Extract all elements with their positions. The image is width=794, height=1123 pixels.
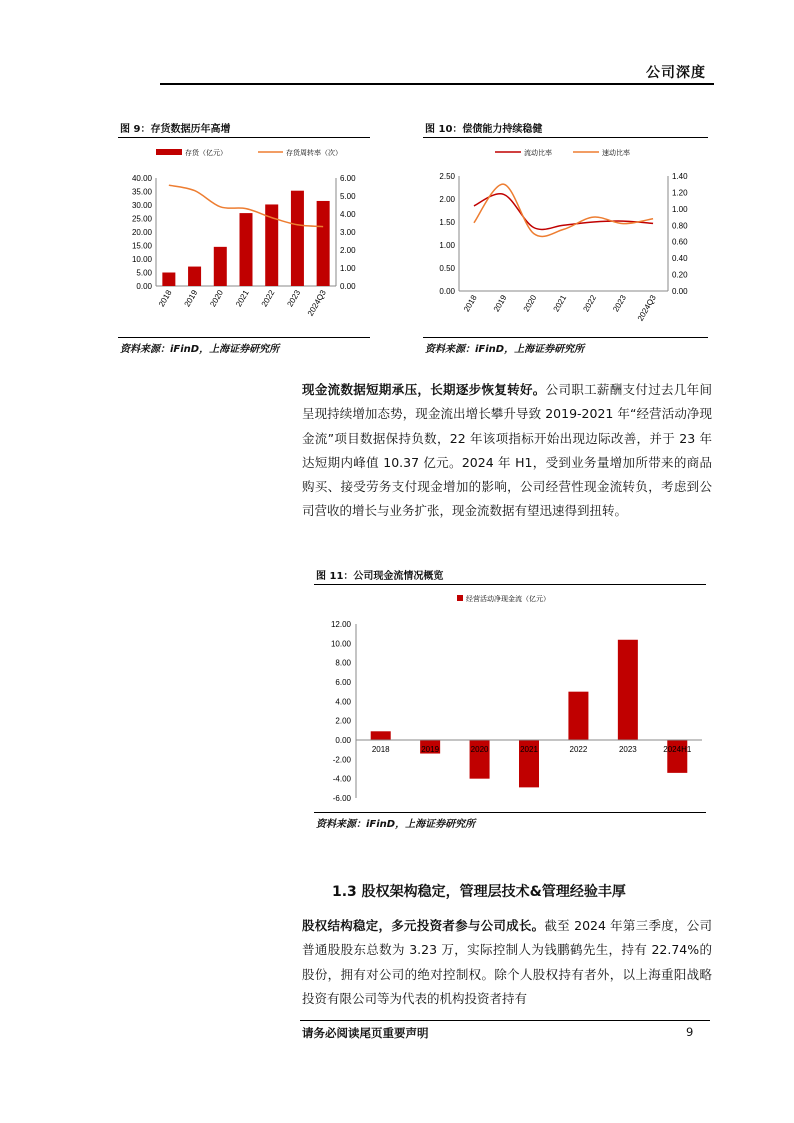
fig9-right-tick: 4.00 [340, 210, 356, 219]
fig11-y-tick: -2.00 [332, 755, 351, 765]
shareholder-paragraph-lead: 股权结构稳定，多元投资者参与公司成长。 [302, 918, 545, 933]
fig10-left-tick: 2.50 [439, 172, 455, 181]
fig9-left-tick: 20.00 [131, 228, 152, 237]
fig10-x-label: 2023 [611, 293, 628, 314]
footer-rule [300, 1020, 710, 1021]
fig9-source: 资料来源：iFinD，上海证券研究所 [120, 344, 280, 355]
fig10-right-tick: 1.00 [672, 204, 688, 214]
fig9-x-label: 2020 [208, 288, 226, 309]
fig9-x-label: 2018 [156, 288, 174, 309]
fig9-bar-2019 [188, 267, 201, 286]
fig10-right-tick: 0.40 [672, 254, 688, 264]
fig11-legend-label: 经营活动净现金流（亿元） [466, 596, 550, 603]
fig10-legend-quick-label: 速动比率 [602, 150, 630, 157]
fig10-right-tick: 0.60 [672, 237, 688, 247]
fig10-left-tick: 0.50 [439, 264, 455, 273]
fig9-right-tick: 0.00 [340, 282, 356, 291]
fig9-left-tick: 35.00 [131, 187, 152, 197]
fig11-y-tick: 8.00 [335, 658, 351, 668]
fig11-x-label: 2018 [371, 745, 390, 754]
fig11-bar-2018 [371, 731, 391, 740]
fig11-y-tick: -6.00 [332, 794, 351, 803]
fig9-right-tick: 5.00 [340, 192, 356, 201]
fig9-bar-2023 [291, 191, 304, 286]
fig11-y-tick: -4.00 [332, 774, 351, 784]
fig9-right-tick: 6.00 [340, 174, 356, 183]
fig10-source: 资料来源：iFinD，上海证券研究所 [425, 344, 585, 355]
fig11-legend-swatch [457, 595, 463, 601]
fig9-left-tick: 25.00 [131, 214, 152, 224]
fig9-left-tick: 30.00 [131, 201, 152, 210]
shareholder-paragraph [302, 914, 712, 1011]
fig10-right-tick: 0.20 [672, 270, 688, 280]
fig11-x-label: 2021 [520, 745, 538, 754]
fig11-chart [314, 587, 708, 811]
fig11-y-tick: 4.00 [335, 697, 351, 707]
cashflow-paragraph-body: 公司职工薪酬支付过去几年间呈现持续增加态势，现金流出增长攀升导致 2019-2021 年“经营活动净现金流”项目数据保持负数，22 年该项指标开始出现边际改善，并于 23 年达短期内峰值 10.37 亿元。2024 年 H1，受到业务量增加所带来的商品购买、接受劳务支付现金增加的影响，公司经营性现金流转负，考虑到公司营收的增长与业务扩张，现金流数据有望迅速得到扭转。 [302, 382, 712, 519]
fig11-y-tick: 0.00 [335, 736, 351, 745]
fig10-x-label: 2018 [461, 293, 479, 314]
cashflow-paragraph [302, 378, 712, 524]
page-number: 9 [686, 1025, 694, 1039]
fig11-bar-2022 [568, 692, 588, 740]
fig10-left-tick: 1.50 [439, 218, 455, 227]
fig9-chart [118, 140, 372, 336]
fig9-legend-line-label: 存货周转率（次） [286, 150, 342, 157]
fig9-x-label: 2021 [234, 288, 251, 309]
report-type-title: 公司深度 [646, 65, 706, 81]
fig11-bar-2023 [618, 640, 638, 740]
section-title: 1.3 股权架构稳定，管理层技术&管理经验丰厚 [332, 884, 626, 900]
fig9-bottom-rule [118, 337, 370, 338]
fig9-bar-2020 [214, 247, 227, 286]
fig9-top-rule [118, 137, 370, 138]
fig11-x-label: 2023 [618, 745, 637, 754]
fig10-x-label: 2024Q3 [635, 293, 658, 323]
shareholder-paragraph-body: 截至 2024 年第三季度，公司普通股股东总数为 3.23 万，实际控制人为钱鹏鹤先生，持有 22.74%的股份，拥有对公司的绝对控制权。除个人股权持有者外，以上海重阳战略投资有限公司等为代表的机构投资者持有 [302, 918, 712, 1006]
fig9-right-tick: 2.00 [340, 246, 356, 255]
fig11-y-tick: 12.00 [330, 620, 351, 629]
fig10-x-label: 2022 [581, 293, 599, 314]
cashflow-paragraph-lead: 现金流数据短期承压，长期逐步恢复转好。 [302, 382, 546, 397]
fig11-caption: 图 11：公司现金流情况概览 [316, 571, 444, 582]
header-rule [160, 83, 714, 85]
fig9-left-tick: 0.00 [136, 282, 152, 291]
fig11-x-label: 2019 [421, 745, 440, 754]
fig11-x-label: 2020 [470, 745, 489, 754]
fig9-x-label: 2023 [285, 288, 303, 309]
fig9-left-tick: 5.00 [136, 268, 152, 278]
fig10-x-label: 2020 [521, 293, 539, 314]
fig10-caption: 图 10：偿债能力持续稳健 [425, 124, 543, 135]
footer-notice: 请务必阅读尾页重要声明 [302, 1026, 429, 1040]
fig9-legend-bar-label: 存货（亿元） [185, 150, 227, 157]
fig10-left-tick: 2.00 [439, 195, 455, 204]
fig10-chart [423, 140, 710, 336]
fig9-bar-2024Q3 [317, 201, 330, 286]
fig9-bar-2021 [240, 213, 253, 286]
fig11-y-tick: 6.00 [335, 678, 351, 687]
fig9-legend-bar-swatch [156, 149, 182, 155]
fig10-left-tick: 1.00 [439, 241, 455, 250]
fig9-x-label: 2024Q3 [305, 288, 328, 318]
fig10-top-rule [423, 137, 708, 138]
fig11-y-tick: 2.00 [335, 716, 351, 726]
fig10-quick-ratio-line [474, 184, 653, 236]
fig10-right-tick: 0.00 [672, 287, 688, 296]
fig11-bottom-rule [314, 812, 706, 813]
fig9-right-tick: 3.00 [340, 228, 356, 237]
fig9-bar-2018 [162, 273, 175, 287]
fig9-left-tick: 15.00 [131, 241, 152, 251]
fig11-top-rule [314, 584, 706, 585]
fig11-source: 资料来源：iFinD，上海证券研究所 [316, 819, 476, 830]
fig9-left-tick: 40.00 [131, 174, 152, 183]
fig9-caption: 图 9：存货数据历年高增 [120, 124, 231, 135]
fig10-bottom-rule [423, 337, 708, 338]
fig10-right-tick: 1.20 [672, 188, 688, 198]
fig10-x-label: 2021 [551, 293, 569, 314]
fig9-left-tick: 10.00 [131, 255, 152, 264]
fig10-x-label: 2019 [491, 293, 509, 314]
fig10-right-tick: 0.80 [672, 221, 688, 231]
fig11-x-label: 2024H1 [663, 745, 692, 754]
fig9-x-label: 2022 [259, 288, 277, 309]
fig9-right-tick: 1.00 [340, 264, 356, 273]
fig10-right-tick: 1.40 [672, 172, 688, 181]
fig11-y-tick: 10.00 [330, 639, 351, 649]
fig10-legend-current-label: 流动比率 [524, 150, 552, 157]
fig9-x-label: 2019 [182, 288, 200, 309]
fig10-left-tick: 0.00 [439, 287, 455, 296]
fig11-x-label: 2022 [569, 745, 588, 754]
